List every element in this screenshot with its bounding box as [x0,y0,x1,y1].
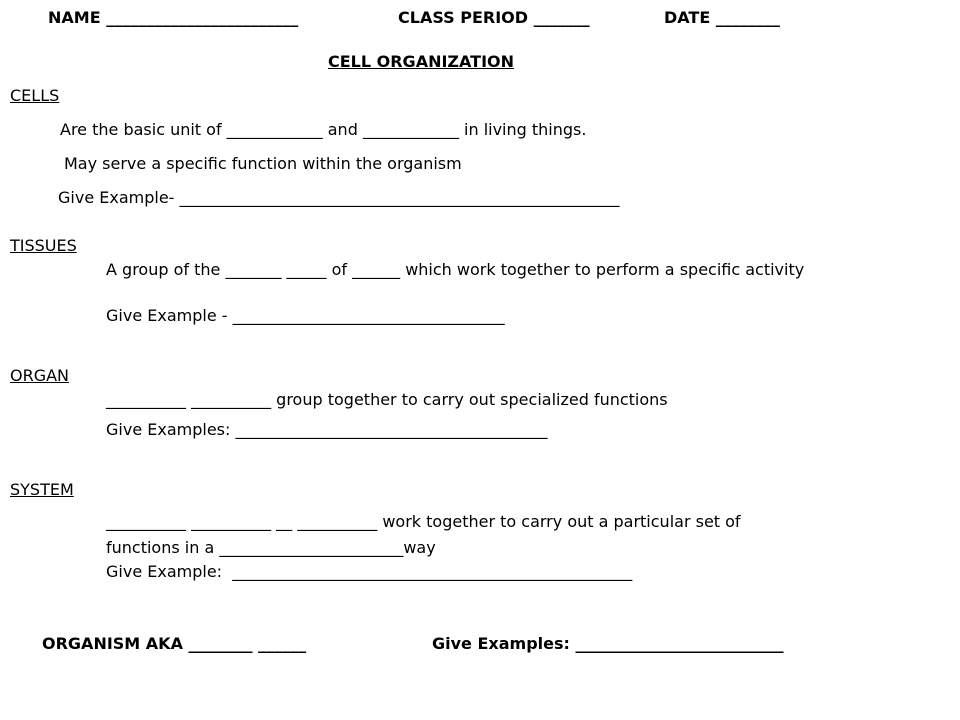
cells-heading: CELLS [10,86,60,105]
organ-heading: ORGAN [10,366,70,385]
system-line-2: functions in a _______________________way [106,538,436,557]
cells-line-2: May serve a specific function within the organism [64,154,462,173]
cells-example-line: Give Example- _______________________________________________________ [58,188,620,207]
organ-line-1: __________ __________ group together to carry out specialized functions [106,390,668,409]
organism-examples-label: Give Examples: __________________________ [432,634,784,653]
cells-line-1: Are the basic unit of ____________ and ____________ in living things. [60,120,587,139]
tissues-line-1: A group of the _______ _____ of ______ which work together to perform a specific activity [106,260,805,279]
page-title: CELL ORGANIZATION [328,52,515,71]
system-heading: SYSTEM [10,480,74,499]
organism-aka-label: ORGANISM AKA ________ ______ [42,634,307,653]
system-example-line: Give Example: __________________________________________________ [106,562,633,581]
tissues-example-line: Give Example - __________________________________ [106,306,505,325]
class-period-field-label: CLASS PERIOD _______ [398,8,590,27]
system-line-1: __________ __________ __ __________ work together to carry out a particular set of [106,512,741,531]
name-field-label: NAME ________________________ [48,8,299,27]
date-field-label: DATE ________ [664,8,780,27]
tissues-heading: TISSUES [10,236,77,255]
organ-example-line: Give Examples: _______________________________________ [106,420,548,439]
